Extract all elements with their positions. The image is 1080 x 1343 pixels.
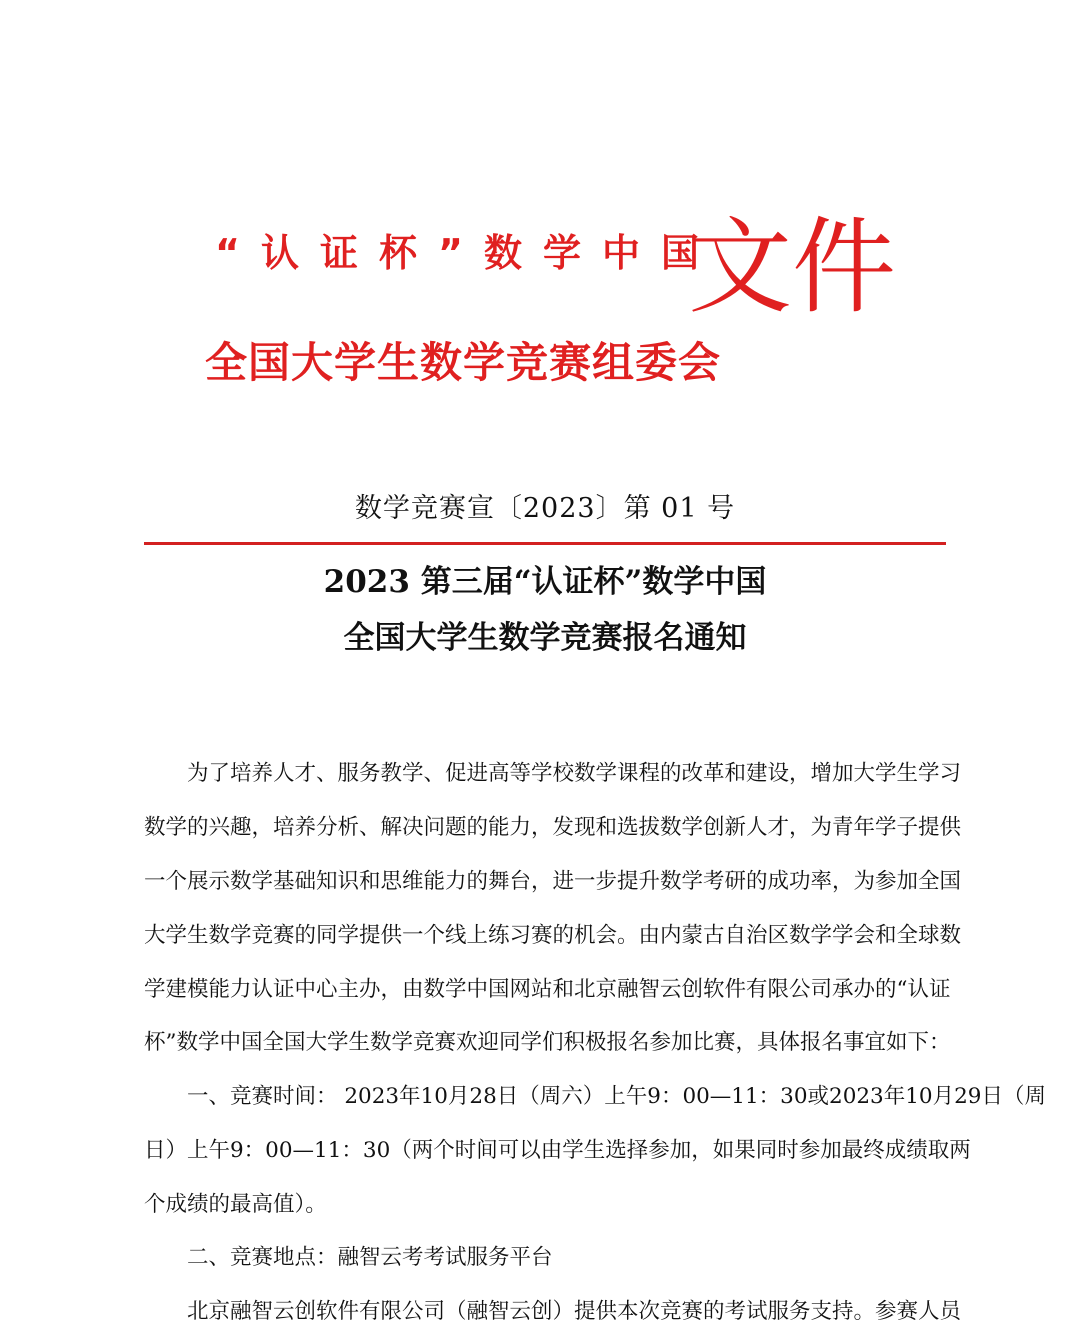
red-divider [144,542,946,545]
body-line: 大学生数学竞赛的同学提供一个线上练习赛的机会。由内蒙古自治区数学学会和全球数 [144,923,962,948]
body-line: 一、竞赛时间： 2023年10月28日（周六）上午9：00—11：30或2023年10月29日（周 [187,1084,1046,1109]
body-line: 一个展示数学基础知识和思维能力的舞台，进一步提升数学考研的成功率，为参加全国 [144,869,962,894]
body-line: 学建模能力认证中心主办，由数学中国网站和北京融智云创软件有限公司承办的“认证 [144,977,951,1002]
header-wenjian: 文件 [688,206,897,328]
body-line: 为了培养人才、服务教学、促进高等学校数学课程的改革和建设，增加大学生学习 [187,761,962,786]
body-line: 北京融智云创软件有限公司（融智云创）提供本次竞赛的考试服务支持。参赛人员 [187,1299,962,1324]
notice-title-line2: 全国大学生数学竞赛报名通知 [343,620,747,656]
body-line: 杯”数学中国全国大学生数学竞赛欢迎同学们积极报名参加比赛，具体报名事宜如下： [144,1030,951,1055]
body-line: 数学的兴趣，培养分析、解决问题的能力，发现和选拔数学创新人才，为青年学子提供 [144,815,962,840]
header-org-line2: 全国大学生数学竞赛组委会 [205,338,722,387]
header-org-line1: “认证杯”数学中国 [215,231,720,275]
body-line: 二、竞赛地点：融智云考考试服务平台 [187,1245,553,1270]
body-line: 日）上午9：00—11：30（两个时间可以由学生选择参加，如果同时参加最终成绩取两 [144,1138,971,1163]
document-number: 数学竞赛宣〔2023〕第 01 号 [354,493,736,524]
body-line: 个成绩的最高值）。 [144,1192,327,1217]
notice-title-line1: 2023 第三届“认证杯”数学中国 [323,564,767,600]
